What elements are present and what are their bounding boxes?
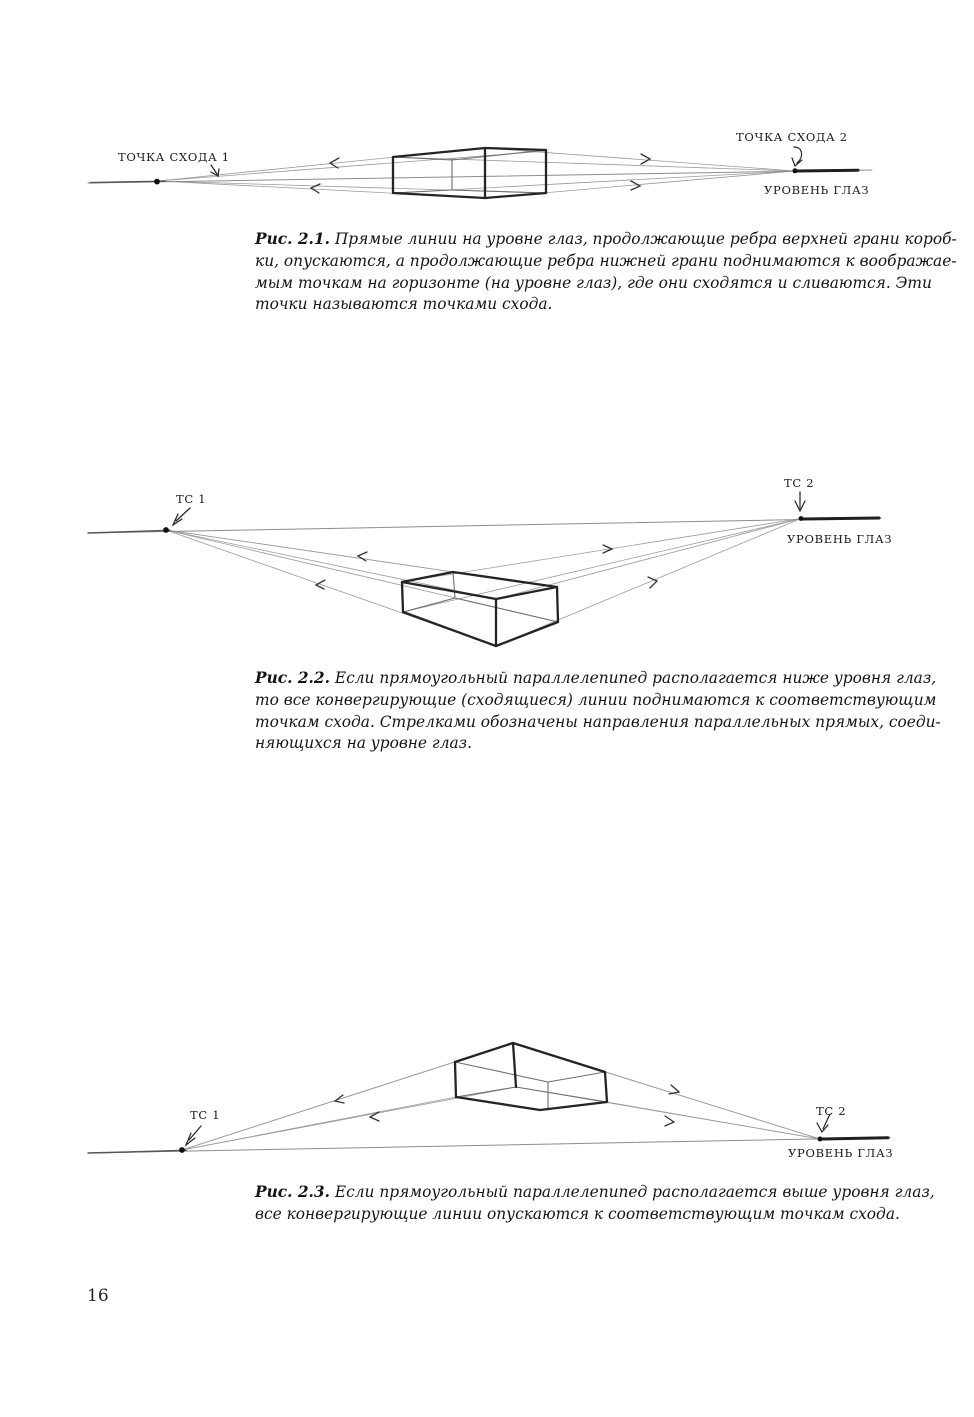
fig3-box-edges [455,1043,607,1110]
fig2-horizon-line [88,518,881,533]
fig1-caption-line-4: точки называются точками схода. [255,295,553,314]
fig1-vanishing-point-2-dot [793,168,798,173]
fig2-caption-line-2: то все конвергирующие (сходящиеся) линии поднимаются к соответствующим [255,690,937,709]
fig2-label-pointer-arrows [173,492,805,525]
figure-2-2-caption [255,668,941,755]
fig2-caption-line-1: Если прямоугольный параллелепипед располагается ниже уровня глаз, [334,669,937,687]
figure-2-2-drawing [88,492,881,646]
fig2-caption-line-4: няющихся на уровне глаз. [255,734,472,753]
fig2-vanishing-point-2-label: ТС 2 [784,476,815,490]
fig2-convergence-lines [166,519,801,647]
fig2-eye-level-label: УРОВЕНЬ ГЛАЗ [787,532,893,546]
fig1-label-pointer-arrows [211,147,802,176]
fig2-vanishing-point-1-dot [163,527,169,533]
fig1-caption-line-3: мым точкам на горизонте (на уровне глаз), где они сходятся и сливаются. Эти [255,273,932,292]
fig3-vanishing-point-2-dot [818,1137,823,1142]
figure-2-1-caption [255,229,957,316]
fig2-caption-line-3: точкам схода. Стрелками обозначены направления параллельных прямых, соеди- [255,712,941,731]
fig1-caption-line-1: Прямые линии на уровне глаз, продолжающие ребра верхней грани короб- [334,230,957,248]
fig3-caption-line-2: все конвергирующие линии опускаются к соответствующим точкам схода. [255,1204,900,1223]
fig3-box-hidden-edges [455,1062,607,1110]
fig1-caption-line-2: ки, опускаются, а продолжающие ребра нижней грани поднимаются к воображае- [255,251,957,270]
fig2-caption-tag: Рис. 2.2. [255,669,330,687]
page-number: 16 [87,1286,109,1306]
fig2-direction-arrows [316,545,657,589]
fig3-eye-level-label: УРОВЕНЬ ГЛАЗ [788,1146,894,1160]
fig3-caption-tag: Рис. 2.3. [255,1183,330,1201]
fig2-vanishing-point-2-dot [799,516,804,521]
fig1-vanishing-point-1-dot [154,179,160,185]
fig3-caption-line-1: Если прямоугольный параллелепипед располагается выше уровня глаз, [334,1183,935,1201]
fig1-eye-level-label: УРОВЕНЬ ГЛАЗ [764,183,870,197]
fig3-vanishing-point-1-label: ТС 1 [190,1108,221,1122]
fig1-vanishing-point-1-label: ТОЧКА СХОДА 1 [118,150,230,164]
fig1-vanishing-point-2-label: ТОЧКА СХОДА 2 [736,130,848,144]
figure-2-3-drawing [88,1043,890,1153]
fig2-box-edges [402,572,558,646]
fig3-convergence-lines [182,1043,820,1150]
fig1-caption-tag: Рис. 2.1. [255,230,330,248]
fig3-vanishing-point-1-dot [179,1147,185,1153]
figure-2-3-caption [255,1182,935,1226]
fig2-vanishing-point-1-label: ТС 1 [176,492,207,506]
fig3-vanishing-point-2-label: ТС 2 [816,1104,847,1118]
fig1-box-hidden-edges [393,150,546,193]
